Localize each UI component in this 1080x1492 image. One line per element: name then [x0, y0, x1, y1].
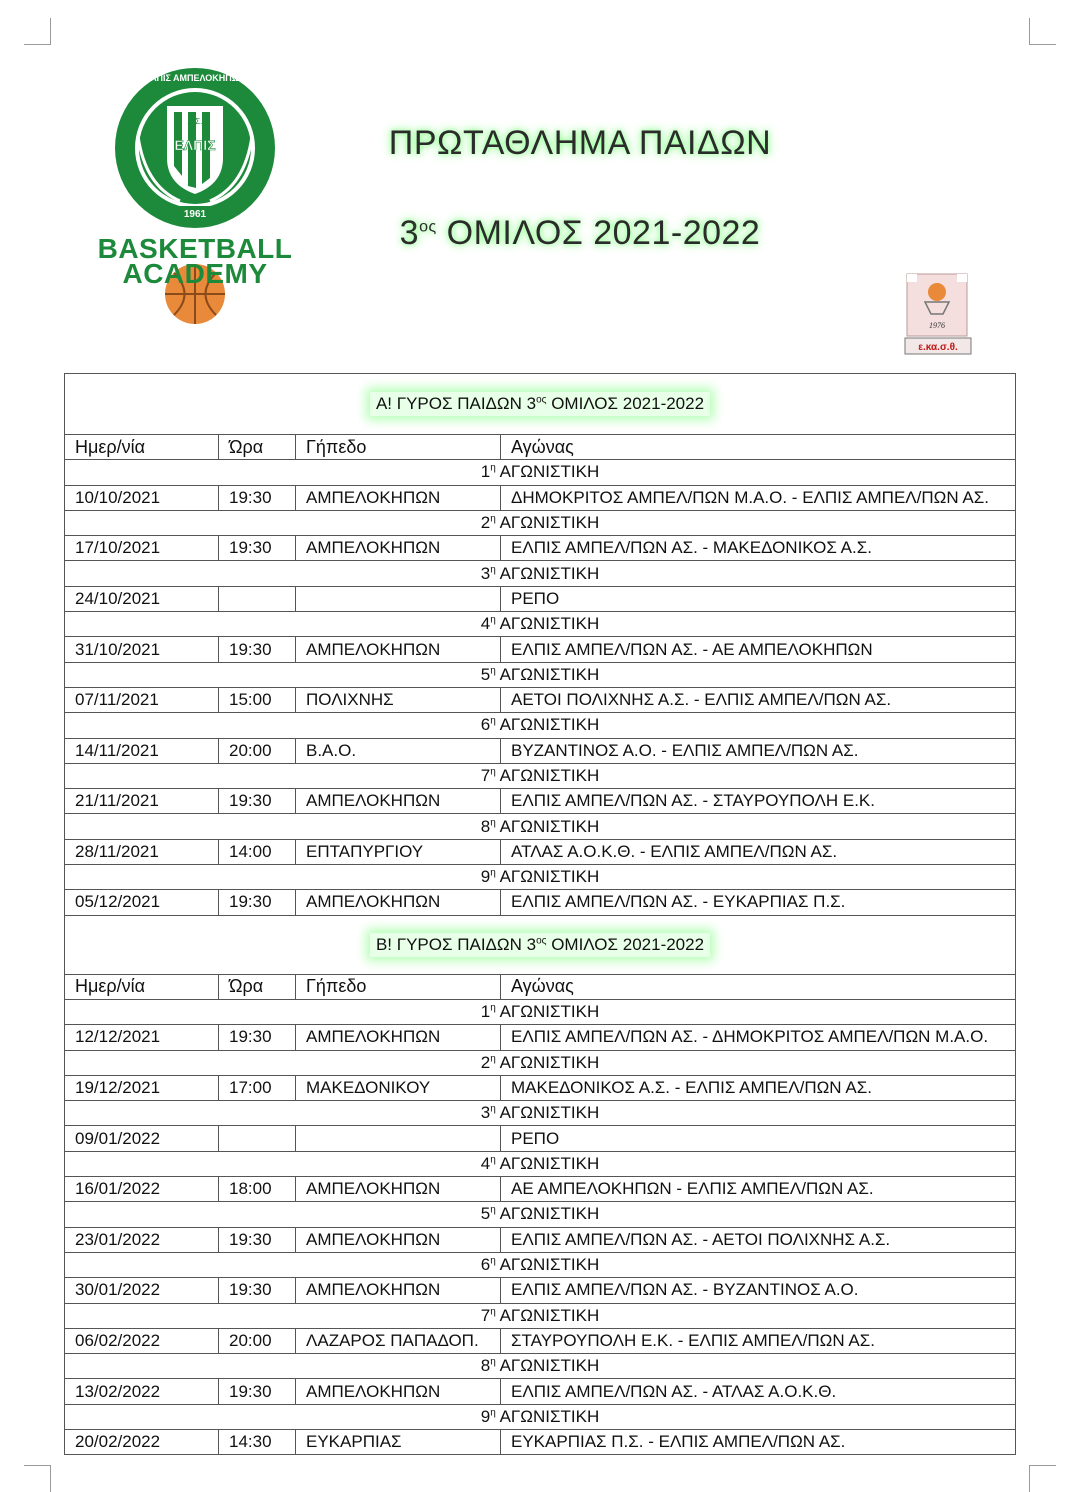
- matchday-number: 3: [480, 1103, 491, 1123]
- matchday-number: 2: [480, 513, 491, 533]
- matchday-row: $9^\eta$ ΑΓΩΝΙΣΤΙΚΗ: [65, 865, 1016, 890]
- cell-date: 31/10/2021: [65, 637, 219, 662]
- cell-time: 20:00: [219, 1328, 296, 1353]
- column-header-time: Ώρα: [219, 974, 296, 999]
- ekaso-year: 1976: [929, 321, 945, 330]
- table-row: [65, 1075, 1016, 1100]
- logo-year: 1961: [183, 209, 207, 220]
- matchday-label: ΑΓΩΝΙΣΤΙΚΗ: [499, 1406, 600, 1426]
- cell-venue: ΑΜΠΕΛΟΚΗΠΩΝ: [296, 1177, 501, 1202]
- cell-match: ΡΕΠΟ: [501, 1126, 1016, 1151]
- matchday-row: $5^\eta$ ΑΓΩΝΙΣΤΙΚΗ: [65, 1202, 1016, 1227]
- cell-venue: ΑΜΠΕΛΟΚΗΠΩΝ: [296, 1227, 501, 1252]
- cell-date: 23/01/2022: [65, 1227, 219, 1252]
- column-header-match: Αγώνας: [501, 974, 1016, 999]
- table-row: [65, 536, 1016, 561]
- matchday-label: ΑΓΩΝΙΣΤΙΚΗ: [499, 1002, 600, 1022]
- matchday-row: $6^\eta$ ΑΓΩΝΙΣΤΙΚΗ: [65, 1252, 1016, 1277]
- matchday-label: ΑΓΩΝΙΣΤΙΚΗ: [499, 614, 600, 634]
- cell-match: ΕΛΠΙΣ ΑΜΠΕΛ/ΠΩΝ ΑΣ. - ΒΥΖΑΝΤΙΝΟΣ Α.Ο.: [501, 1278, 1016, 1303]
- cell-match: ΡΕΠΟ: [501, 586, 1016, 611]
- cell-match: ΕΛΠΙΣ ΑΜΠΕΛ/ΠΩΝ ΑΣ. - ΑΕ ΑΜΠΕΛΟΚΗΠΩΝ: [501, 637, 1016, 662]
- cell-venue: ΑΜΠΕΛΟΚΗΠΩΝ: [296, 1278, 501, 1303]
- round-title: Β! ΓΥΡΟΣ ΠΑΙΔΩΝ $3^{o\varsigma}$ ΟΜΙΛΟΣ 2021-2022: [370, 933, 710, 957]
- matchday-number: 7: [480, 1305, 491, 1325]
- cell-date: 07/11/2021: [65, 687, 219, 712]
- column-header-match: Αγώνας: [501, 435, 1016, 460]
- logo-shield-text: ΕΛΠΙΣ: [174, 137, 216, 153]
- ekaso-text: ε.κα.σ.θ.: [918, 342, 958, 353]
- table-row: [65, 1227, 1016, 1252]
- cell-venue: Β.Α.Ο.: [296, 738, 501, 763]
- matchday-label: ΑΓΩΝΙΣΤΙΚΗ: [499, 1305, 600, 1325]
- table-row: [65, 586, 1016, 611]
- matchday-row: $3^\eta$ ΑΓΩΝΙΣΤΙΚΗ: [65, 1101, 1016, 1126]
- column-header-row: [65, 435, 1016, 460]
- matchday-label: ΑΓΩΝΙΣΤΙΚΗ: [499, 1052, 600, 1072]
- cell-match: ΣΤΑΥΡΟΥΠΟΛΗ Ε.Κ. - ΕΛΠΙΣ ΑΜΠΕΛ/ΠΩΝ ΑΣ.: [501, 1328, 1016, 1353]
- table-row: [65, 1379, 1016, 1404]
- cell-match: ΕΛΠΙΣ ΑΜΠΕΛ/ΠΩΝ ΑΣ. - ΔΗΜΟΚΡΙΤΟΣ ΑΜΠΕΛ/ΠΩΝ Μ.Α.Ο.: [501, 1025, 1016, 1050]
- cell-date: 13/02/2022: [65, 1379, 219, 1404]
- column-header-date: Ημερ/νία: [65, 435, 219, 460]
- cell-venue: ΑΜΠΕΛΟΚΗΠΩΝ: [296, 485, 501, 510]
- cell-date: 28/11/2021: [65, 839, 219, 864]
- matchday-number: 6: [480, 1255, 491, 1275]
- matchday-label: ΑΓΩΝΙΣΤΙΚΗ: [499, 664, 600, 684]
- cell-match: ΕΛΠΙΣ ΑΜΠΕΛ/ΠΩΝ ΑΣ. - ΑΕΤΟΙ ΠΟΛΙΧΝΗΣ Α.Σ.: [501, 1227, 1016, 1252]
- crop-mark-bottom-right: [1029, 1465, 1056, 1492]
- cell-time: 15:00: [219, 687, 296, 712]
- matchday-row: $3^\eta$ ΑΓΩΝΙΣΤΙΚΗ: [65, 561, 1016, 586]
- matchday-label: ΑΓΩΝΙΣΤΙΚΗ: [499, 1356, 600, 1376]
- table-row: [65, 839, 1016, 864]
- cell-venue: ΑΜΠΕΛΟΚΗΠΩΝ: [296, 1379, 501, 1404]
- matchday-label: ΑΓΩΝΙΣΤΙΚΗ: [499, 816, 600, 836]
- cell-venue: [296, 1126, 501, 1151]
- cell-date: 20/02/2022: [65, 1429, 219, 1454]
- matchday-number: 4: [480, 1153, 491, 1173]
- table-row: [65, 1177, 1016, 1202]
- cell-match: ΕΛΠΙΣ ΑΜΠΕΛ/ΠΩΝ ΑΣ. - ΜΑΚΕΔΟΝΙΚΟΣ Α.Σ.: [501, 536, 1016, 561]
- matchday-row: $7^\eta$ ΑΓΩΝΙΣΤΙΚΗ: [65, 763, 1016, 788]
- table-row: [65, 789, 1016, 814]
- matchday-label: ΑΓΩΝΙΣΤΙΚΗ: [499, 766, 600, 785]
- cell-match: ΑΕ ΑΜΠΕΛΟΚΗΠΩΝ - ΕΛΠΙΣ ΑΜΠΕΛ/ΠΩΝ ΑΣ.: [501, 1177, 1016, 1202]
- crop-mark-top-left: [24, 18, 51, 45]
- cell-match: ΜΑΚΕΔΟΝΙΚΟΣ Α.Σ. - ΕΛΠΙΣ ΑΜΠΕΛ/ΠΩΝ ΑΣ.: [501, 1075, 1016, 1100]
- cell-date: 24/10/2021: [65, 586, 219, 611]
- crop-mark-bottom-left: [24, 1465, 51, 1492]
- matchday-row: $9^\eta$ ΑΓΩΝΙΣΤΙΚΗ: [65, 1404, 1016, 1429]
- matchday-row: $4^\eta$ ΑΓΩΝΙΣΤΙΚΗ: [65, 612, 1016, 637]
- cell-venue: ΜΑΚΕΔΟΝΙΚΟΥ: [296, 1075, 501, 1100]
- matchday-row: $1^\eta$ ΑΓΩΝΙΣΤΙΚΗ: [65, 460, 1016, 485]
- academy-label: BASKETBALL ACADEMY: [97, 233, 293, 289]
- cell-time: 19:30: [219, 1025, 296, 1050]
- cell-date: 09/01/2022: [65, 1126, 219, 1151]
- matchday-number: 4: [480, 614, 491, 634]
- matchday-row: $1^\eta$ ΑΓΩΝΙΣΤΙΚΗ: [65, 999, 1016, 1024]
- cell-time: 19:30: [219, 485, 296, 510]
- table-row: [65, 890, 1016, 915]
- table-row: [65, 1025, 1016, 1050]
- matchday-number: 5: [480, 1204, 491, 1224]
- cell-date: 21/11/2021: [65, 789, 219, 814]
- cell-date: 05/12/2021: [65, 890, 219, 915]
- cell-time: 20:00: [219, 738, 296, 763]
- cell-venue: ΑΜΠΕΛΟΚΗΠΩΝ: [296, 1025, 501, 1050]
- cell-match: ΕΛΠΙΣ ΑΜΠΕΛ/ΠΩΝ ΑΣ. - ΑΤΛΑΣ Α.Ο.Κ.Θ.: [501, 1379, 1016, 1404]
- matchday-number: 8: [480, 1356, 491, 1376]
- cell-time: [219, 1126, 296, 1151]
- cell-date: 12/12/2021: [65, 1025, 219, 1050]
- cell-time: 14:00: [219, 839, 296, 864]
- cell-match: ΑΕΤΟΙ ΠΟΛΙΧΝΗΣ Α.Σ. - ΕΛΠΙΣ ΑΜΠΕΛ/ΠΩΝ ΑΣ.: [501, 687, 1016, 712]
- matchday-label: ΑΓΩΝΙΣΤΙΚΗ: [499, 462, 600, 482]
- cell-time: [219, 586, 296, 611]
- table-row: [65, 1278, 1016, 1303]
- cell-venue: ΕΠΤΑΠΥΡΓΙΟΥ: [296, 839, 501, 864]
- column-header-date: Ημερ/νία: [65, 974, 219, 999]
- crop-mark-top-right: [1029, 18, 1056, 45]
- column-header-venue: Γήπεδο: [296, 974, 501, 999]
- matchday-row: $4^\eta$ ΑΓΩΝΙΣΤΙΚΗ: [65, 1151, 1016, 1176]
- cell-time: 19:30: [219, 536, 296, 561]
- cell-date: 16/01/2022: [65, 1177, 219, 1202]
- cell-venue: ΑΜΠΕΛΟΚΗΠΩΝ: [296, 890, 501, 915]
- ekaso-logo: [903, 272, 973, 356]
- page-subtitle: $3^{o\varsigma}$ ΟΜΙΛΟΣ 2021-2022: [399, 214, 761, 252]
- matchday-number: 6: [480, 715, 491, 735]
- cell-time: 19:30: [219, 637, 296, 662]
- table-row: [65, 1126, 1016, 1151]
- cell-time: 17:00: [219, 1075, 296, 1100]
- matchday-label: ΑΓΩΝΙΣΤΙΚΗ: [499, 1153, 600, 1173]
- cell-time: 18:00: [219, 1177, 296, 1202]
- matchday-number: 7: [480, 766, 491, 785]
- cell-date: 30/01/2022: [65, 1278, 219, 1303]
- matchday-number: 9: [480, 867, 491, 887]
- round-header: [65, 374, 1016, 435]
- cell-match: ΕΥΚΑΡΠΙΑΣ Π.Σ. - ΕΛΠΙΣ ΑΜΠΕΛ/ΠΩΝ ΑΣ.: [501, 1429, 1016, 1454]
- round-title: Α! ΓΥΡΟΣ ΠΑΙΔΩΝ $3^{o\varsigma}$ ΟΜΙΛΟΣ 2021-2022: [370, 392, 710, 416]
- matchday-number: 9: [480, 1406, 491, 1426]
- cell-date: 06/02/2022: [65, 1328, 219, 1353]
- cell-match: ΔΗΜΟΚΡΙΤΟΣ ΑΜΠΕΛ/ΠΩΝ Μ.Α.Ο. - ΕΛΠΙΣ ΑΜΠΕΛ/ΠΩΝ ΑΣ.: [501, 485, 1016, 510]
- cell-venue: ΠΟΛΙΧΝΗΣ: [296, 687, 501, 712]
- matchday-label: ΑΓΩΝΙΣΤΙΚΗ: [499, 1103, 600, 1123]
- cell-date: 10/10/2021: [65, 485, 219, 510]
- logo-shield-small: Α.Σ.: [187, 117, 203, 126]
- cell-venue: ΛΑΖΑΡΟΣ ΠΑΠΑΔΟΠ.: [296, 1328, 501, 1353]
- cell-time: 19:30: [219, 789, 296, 814]
- table-row: [65, 637, 1016, 662]
- logo-ring-text: ΕΛΠΙΣ ΑΜΠΕΛΟΚΗΠΩΝ: [144, 73, 246, 83]
- matchday-number: 3: [480, 563, 491, 583]
- matchday-label: ΑΓΩΝΙΣΤΙΚΗ: [499, 563, 600, 583]
- cell-time: 19:30: [219, 890, 296, 915]
- matchday-label: ΑΓΩΝΙΣΤΙΚΗ: [499, 867, 600, 887]
- matchday-row: $6^\eta$ ΑΓΩΝΙΣΤΙΚΗ: [65, 713, 1016, 738]
- table-row: [65, 1328, 1016, 1353]
- cell-venue: [296, 586, 501, 611]
- column-header-venue: Γήπεδο: [296, 435, 501, 460]
- matchday-row: $2^\eta$ ΑΓΩΝΙΣΤΙΚΗ: [65, 1050, 1016, 1075]
- column-header-time: Ώρα: [219, 435, 296, 460]
- cell-time: 19:30: [219, 1278, 296, 1303]
- page-title: ΠΡΩΤΑΘΛΗΜΑ ΠΑΙΔΩΝ: [388, 124, 772, 162]
- matchday-label: ΑΓΩΝΙΣΤΙΚΗ: [499, 1255, 600, 1275]
- cell-venue: ΑΜΠΕΛΟΚΗΠΩΝ: [296, 789, 501, 814]
- matchday-label: ΑΓΩΝΙΣΤΙΚΗ: [499, 1204, 600, 1224]
- matchday-row: $7^\eta$ ΑΓΩΝΙΣΤΙΚΗ: [65, 1303, 1016, 1328]
- matchday-row: $5^\eta$ ΑΓΩΝΙΣΤΙΚΗ: [65, 662, 1016, 687]
- cell-match: ΒΥΖΑΝΤΙΝΟΣ Α.Ο. - ΕΛΠΙΣ ΑΜΠΕΛ/ΠΩΝ ΑΣ.: [501, 738, 1016, 763]
- column-header-row: [65, 974, 1016, 999]
- matchday-label: ΑΓΩΝΙΣΤΙΚΗ: [499, 715, 600, 735]
- cell-venue: ΑΜΠΕΛΟΚΗΠΩΝ: [296, 536, 501, 561]
- matchday-label: ΑΓΩΝΙΣΤΙΚΗ: [499, 513, 600, 533]
- matchday-number: 5: [480, 664, 491, 684]
- matchday-row: $8^\eta$ ΑΓΩΝΙΣΤΙΚΗ: [65, 1354, 1016, 1379]
- table-row: [65, 1429, 1016, 1454]
- cell-date: 19/12/2021: [65, 1075, 219, 1100]
- cell-match: ΕΛΠΙΣ ΑΜΠΕΛ/ΠΩΝ ΑΣ. - ΕΥΚΑΡΠΙΑΣ Π.Σ.: [501, 890, 1016, 915]
- matchday-row: $8^\eta$ ΑΓΩΝΙΣΤΙΚΗ: [65, 814, 1016, 839]
- matchday-row: $2^\eta$ ΑΓΩΝΙΣΤΙΚΗ: [65, 510, 1016, 535]
- matchday-number: 2: [480, 1052, 491, 1072]
- cell-match: ΑΤΛΑΣ Α.Ο.Κ.Θ. - ΕΛΠΙΣ ΑΜΠΕΛ/ΠΩΝ ΑΣ.: [501, 839, 1016, 864]
- table-row: [65, 687, 1016, 712]
- cell-date: 14/11/2021: [65, 738, 219, 763]
- matchday-number: 8: [480, 816, 491, 836]
- cell-time: 19:30: [219, 1227, 296, 1252]
- matchday-number: 1: [480, 1002, 491, 1022]
- cell-time: 19:30: [219, 1379, 296, 1404]
- cell-venue: ΕΥΚΑΡΠΙΑΣ: [296, 1429, 501, 1454]
- cell-time: 14:30: [219, 1429, 296, 1454]
- matchday-number: 1: [480, 462, 491, 482]
- round-header: [65, 915, 1016, 974]
- schedule-table: [64, 373, 1016, 1455]
- table-row: [65, 738, 1016, 763]
- cell-date: 17/10/2021: [65, 536, 219, 561]
- cell-match: ΕΛΠΙΣ ΑΜΠΕΛ/ΠΩΝ ΑΣ. - ΣΤΑΥΡΟΥΠΟΛΗ Ε.Κ.: [501, 789, 1016, 814]
- cell-venue: ΑΜΠΕΛΟΚΗΠΩΝ: [296, 637, 501, 662]
- table-row: [65, 485, 1016, 510]
